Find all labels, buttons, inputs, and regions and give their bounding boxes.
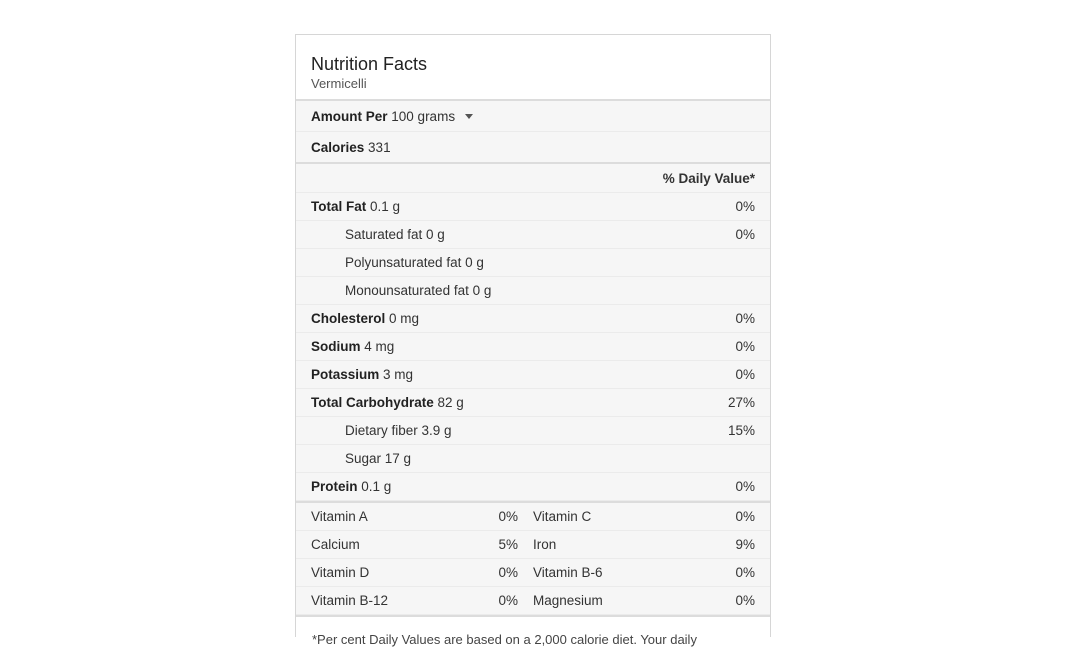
footnote: *Per cent Daily Values are based on a 2,000 calorie diet. Your daily [312,632,697,647]
vitamin-value: 0% [735,565,755,580]
serving-size-value: 100 grams [391,108,456,124]
vitamin-value: 0% [735,593,755,608]
nutrient-label: Saturated fat 0 g [345,227,445,242]
nutrient-dv: 0% [735,367,755,382]
nutrient-row-sugar [296,445,770,473]
nutrition-facts-panel [295,34,771,647]
panel-subtitle: Vermicelli [311,76,367,91]
nutrient-label: Polyunsaturated fat 0 g [345,255,484,270]
nutrient-row-total-fat [296,193,770,221]
vitamin-name: Vitamin C [533,509,592,524]
nutrient-dv: 27% [727,395,755,410]
nutrient-label: Sodium [311,339,361,354]
nutrient-label: Protein [311,479,358,494]
vitamin-row [296,503,770,531]
nutrient-row-total-carbohydrate [296,389,770,417]
vitamin-name: Vitamin D [311,565,370,580]
vitamin-name: Magnesium [533,593,603,608]
daily-value-header-row [296,164,770,193]
nutrient-row-potassium [296,361,770,389]
nutrient-amount: 82 g [437,395,464,410]
nutrient-amount: 0.1 g [361,479,392,494]
panel-header [296,35,770,99]
nutrient-amount: 0 mg [389,311,420,326]
nutrient-label: Sugar 17 g [345,451,412,466]
vitamin-value: 0% [498,565,518,580]
vitamin-value: 5% [498,537,518,552]
vitamin-name: Vitamin B-12 [311,593,389,608]
vitamin-name: Vitamin B-6 [533,565,603,580]
vitamin-value: 0% [735,509,755,524]
divider [296,615,770,617]
nutrient-row-dietary-fiber [296,417,770,445]
calories-label: Calories [311,139,365,155]
nutrient-label: Monounsaturated fat 0 g [345,283,492,298]
amount-per-row [296,101,770,132]
daily-value-header: % Daily Value* [662,170,755,186]
vitamin-name: Iron [533,537,557,552]
nutrient-dv: 0% [735,479,755,494]
nutrient-row-monounsaturated-fat [296,277,770,305]
nutrient-label: Dietary fiber 3.9 g [345,423,452,438]
nutrient-label: Total Fat [311,199,367,214]
nutrient-amount: 3 mg [383,367,414,382]
nutrient-dv: 0% [735,227,755,242]
caret-down-icon[interactable] [465,114,473,119]
vitamin-row [296,559,770,587]
nutrient-row-saturated-fat [296,221,770,249]
vitamin-value: 0% [498,509,518,524]
calories-value: 331 [368,139,391,155]
vitamin-row [296,531,770,559]
nutrient-dv: 0% [735,199,755,214]
nutrient-label: Potassium [311,367,380,382]
nutrient-amount: 4 mg [364,339,395,354]
nutrient-row-cholesterol [296,305,770,333]
vitamins-table [296,503,770,615]
calories-row [296,132,770,162]
vitamin-row [296,587,770,615]
vitamin-name: Calcium [311,537,360,552]
nutrient-row-polyunsaturated-fat [296,249,770,277]
nutrient-row-sodium [296,333,770,361]
nutrient-row-protein [296,473,770,501]
vitamin-value: 0% [498,593,518,608]
amount-per-label: Amount Per [311,108,388,124]
vitamin-name: Vitamin A [311,509,368,524]
nutrient-dv: 0% [735,311,755,326]
nutrient-label: Total Carbohydrate [311,395,434,410]
vitamin-value: 9% [735,537,755,552]
nutrient-dv: 0% [735,339,755,354]
nutrient-amount: 0.1 g [370,199,401,214]
panel-title: Nutrition Facts [311,54,428,74]
nutrient-label: Cholesterol [311,311,386,326]
serving-size-dropdown[interactable] [391,109,473,124]
nutrient-dv: 15% [727,423,755,438]
